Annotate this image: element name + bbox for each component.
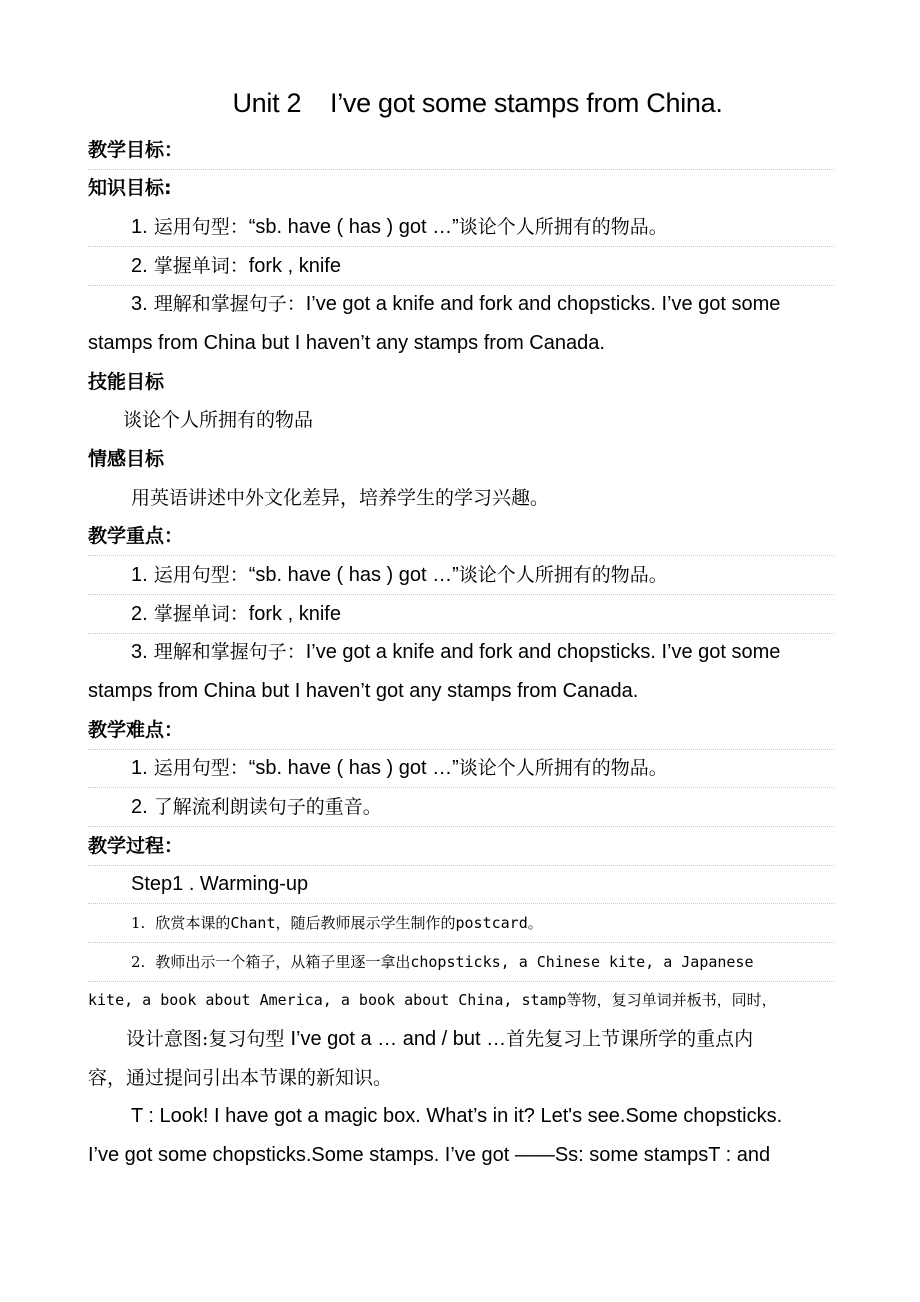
dialogue-line-2: I’ve got some chopsticks.Some stamps. I’ve got ——Ss: some stampsT : and [88, 1144, 771, 1166]
knowledge-item-3: 3. 理解和掌握句子：I’ve got a knife and fork and chopsticks. I’ve got some [131, 293, 781, 315]
knowledge-item-2: 2. 掌握单词：fork , knife [88, 247, 834, 286]
document-title: Unit 2 I’ve got some stamps from China. [232, 88, 723, 118]
keypoints-heading: 教学重点： [88, 517, 834, 556]
knowledge-item-3-continued: stamps from China but I haven’t any stamps from Canada. [88, 332, 605, 354]
process-item-2-continued: kite, a book about America, a book about China, stamp等物，复习单词并板书，同时， [88, 991, 777, 1009]
keypoints-item-1: 1. 运用句型：“sb. have ( has ) got …”谈论个人所拥有的物品。 [88, 556, 834, 595]
design-intent-continued: 容，通过提问引出本节课的新知识。 [88, 1067, 393, 1089]
keypoints-item-3: 3. 理解和掌握句子：I’ve got a knife and fork and chopsticks. I’ve got some [131, 641, 781, 663]
process-heading: 教学过程： [88, 827, 834, 866]
emotion-heading: 情感目标 [88, 448, 165, 470]
difficulty-item-1: 1. 运用句型：“sb. have ( has ) got …”谈论个人所拥有的物品。 [88, 749, 834, 788]
step1-heading: Step1 . Warming-up [88, 865, 834, 904]
keypoints-item-3-continued: stamps from China but I haven’t got any stamps from Canada. [88, 680, 639, 702]
skill-heading: 技能目标 [88, 371, 165, 393]
dialogue-line-1: T : Look! I have got a magic box. What’s in it? Let's see.Some chopsticks. [131, 1105, 783, 1127]
objectives-heading: 教学目标： [88, 131, 834, 170]
emotion-text: 用英语讲述中外文化差异，培养学生的学习兴趣。 [131, 487, 550, 509]
design-intent: 设计意图:复习句型 I’ve got a … and / but …首先复习上节课所学的重点内 [126, 1028, 754, 1050]
process-item-2: 2. 教师出示一个箱子，从箱子里逐一拿出chopsticks, a Chinese kite, a Japanese [88, 943, 834, 982]
keypoints-item-2: 2. 掌握单词：fork , knife [88, 595, 834, 634]
difficulty-item-2: 2. 了解流利朗读句子的重音。 [88, 788, 834, 827]
difficulty-heading: 教学难点： [88, 711, 834, 750]
skill-text: 谈论个人所拥有的物品 [123, 409, 314, 431]
knowledge-heading: 知识目标: [88, 177, 172, 199]
process-item-1: 1. 欣赏本课的Chant，随后教师展示学生制作的postcard。 [88, 904, 834, 943]
knowledge-item-1: 1. 运用句型：“sb. have ( has ) got …”谈论个人所拥有的物品。 [88, 208, 834, 247]
